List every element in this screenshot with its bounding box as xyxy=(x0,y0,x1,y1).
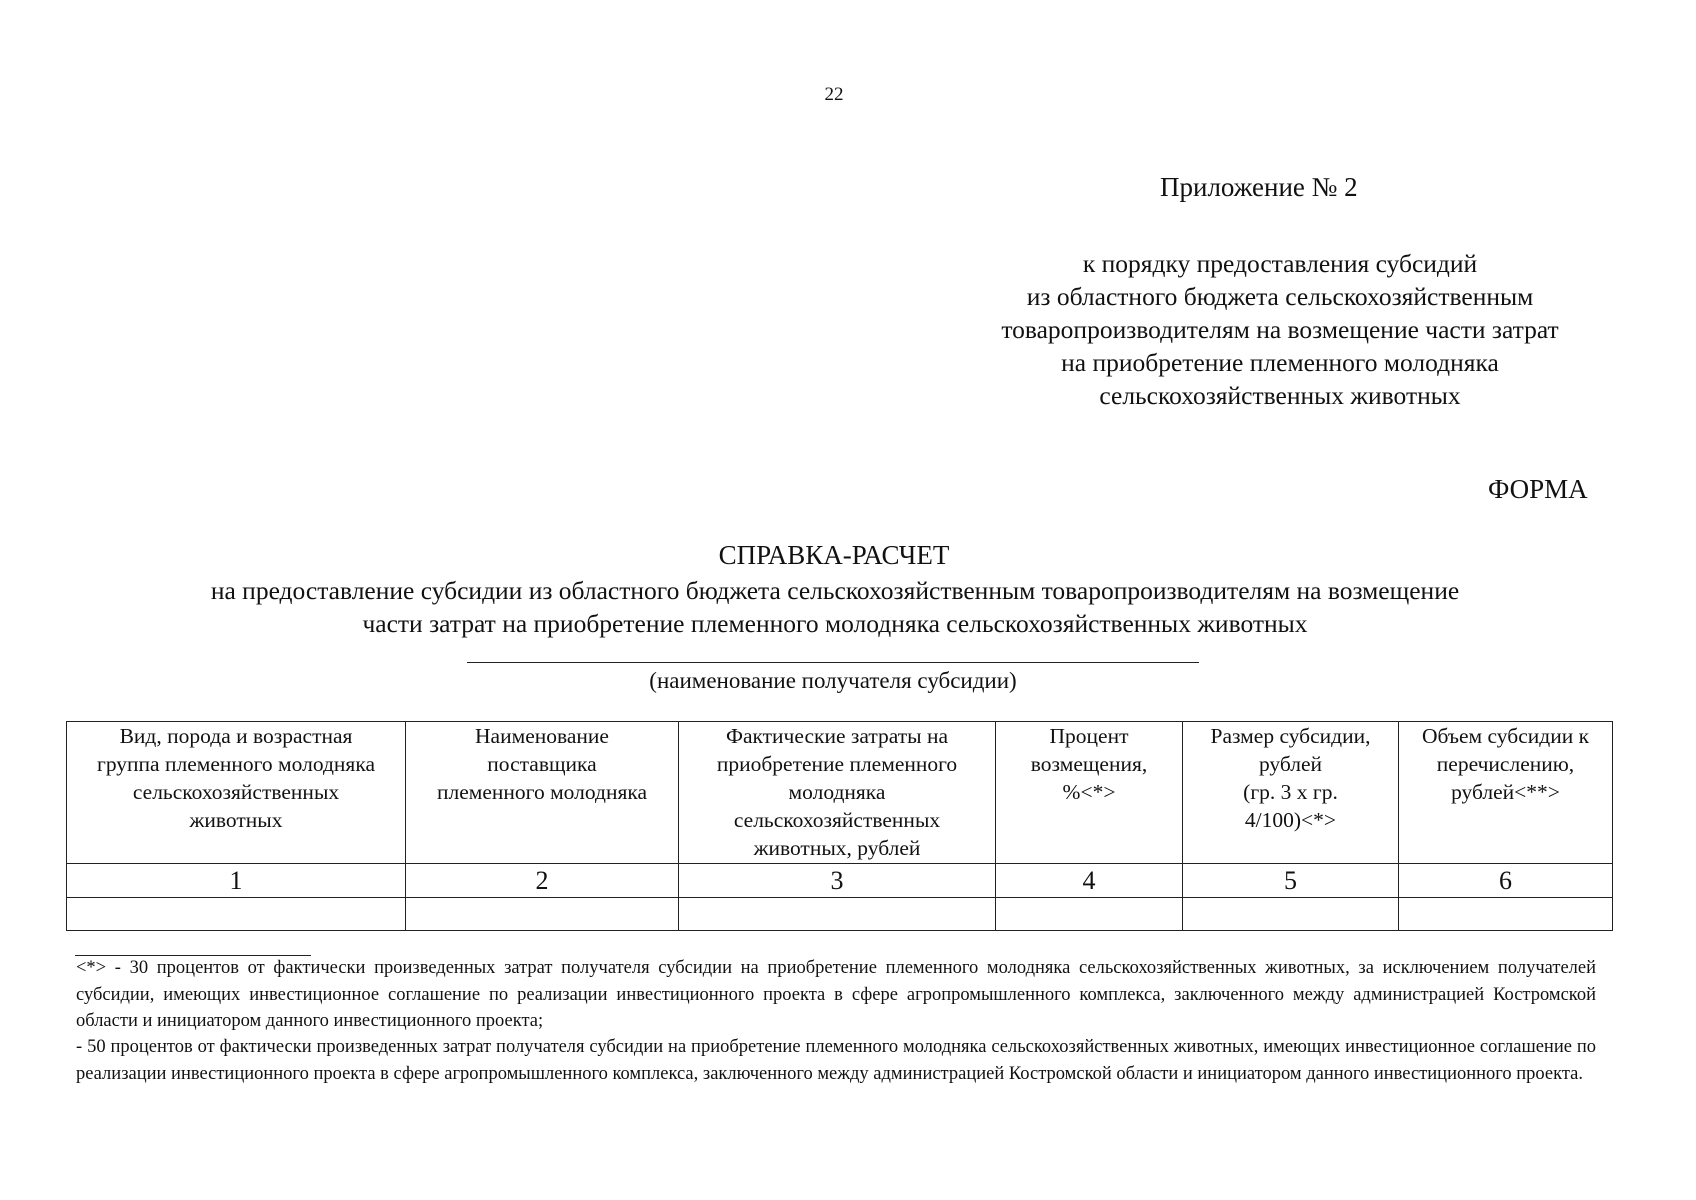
table-cell xyxy=(1399,898,1613,931)
header-line: молодняка xyxy=(788,780,886,804)
column-number: 2 xyxy=(406,864,679,898)
table-cell xyxy=(406,898,679,931)
column-number-row xyxy=(67,864,1613,898)
document-subtitle xyxy=(120,574,1550,640)
header-line: Процент xyxy=(1049,724,1129,748)
header-line: приобретение племенного xyxy=(716,752,958,776)
page-number: 22 xyxy=(824,84,844,105)
header-line: животных xyxy=(189,808,283,832)
table-row xyxy=(67,898,1613,931)
header-line: группа племенного молодняка xyxy=(97,752,375,776)
header-animal-type xyxy=(67,722,406,864)
header-line: %<*> xyxy=(1062,780,1116,804)
column-number: 4 xyxy=(996,864,1183,898)
header-line: сельскохозяйственных xyxy=(132,780,340,804)
header-line: возмещения, xyxy=(1030,752,1148,776)
document-title: СПРАВКА-РАСЧЕТ xyxy=(718,540,950,570)
header-line: перечислению, xyxy=(1436,752,1575,776)
recipient-name-line xyxy=(467,662,1199,663)
header-line: Объем субсидии к xyxy=(1421,724,1590,748)
column-number: 3 xyxy=(679,864,996,898)
header-reimbursement-percent xyxy=(996,722,1183,864)
document-subtitle-line: части затрат на приобретение племенного молодняка сельскохозяйственных животных xyxy=(362,609,1308,638)
header-line: поставщика xyxy=(487,752,597,776)
header-subsidy-amount xyxy=(1183,722,1399,864)
footnote: - 50 процентов от фактически произведенных затрат получателя субсидии на приобретение племенного молодняка сельскохозяйственных животных, имеющих инвестиционное соглашение по реализации инвестиционного проекта в сфере агропромышленного комплекса, заключенного между администрацией Костромской области и инициатором данного инвестиционного проекта. xyxy=(76,1037,1596,1084)
table-cell xyxy=(1183,898,1399,931)
header-supplier xyxy=(406,722,679,864)
header-line: сельскохозяйственных xyxy=(733,808,941,832)
header-actual-costs xyxy=(679,722,996,864)
header-line: Размер субсидии, xyxy=(1210,724,1371,748)
header-line: Наименование xyxy=(475,724,609,748)
column-number: 1 xyxy=(67,864,406,898)
header-line: (гр. 3 х гр. xyxy=(1243,780,1338,804)
header-transfer-volume xyxy=(1399,722,1613,864)
header-line: рублей xyxy=(1258,752,1323,776)
appendix-title: Приложение № 2 xyxy=(1160,172,1358,202)
document-subtitle-line: на предоставление субсидии из областного бюджета сельскохозяйственным товаропроизводителям на возмещение xyxy=(210,576,1460,605)
appendix-description xyxy=(930,247,1630,412)
header-line: Фактические затраты на xyxy=(725,724,949,748)
appendix-description-line: на приобретение племенного молодняка xyxy=(1061,348,1499,377)
table-header-row xyxy=(67,722,1613,864)
appendix-description-line: сельскохозяйственных животных xyxy=(1099,381,1461,410)
table-cell xyxy=(996,898,1183,931)
table-cell xyxy=(679,898,996,931)
header-line: племенного молодняка xyxy=(436,780,648,804)
appendix-description-line: из областного бюджета сельскохозяйственным xyxy=(1026,282,1534,311)
recipient-caption: (наименование получателя субсидии) xyxy=(649,668,1017,693)
header-line: 4/100)<*> xyxy=(1244,808,1337,832)
column-number: 5 xyxy=(1183,864,1399,898)
header-line: рублей<**> xyxy=(1451,780,1560,804)
appendix-description-line: к порядку предоставления субсидий xyxy=(1082,249,1478,278)
table-cell xyxy=(67,898,406,931)
column-number: 6 xyxy=(1399,864,1613,898)
header-line: Вид, порода и возрастная xyxy=(119,724,353,748)
header-line: животных, рублей xyxy=(753,836,921,860)
appendix-description-line: товаропроизводителям на возмещение части затрат xyxy=(1001,315,1559,344)
form-label: ФОРМА xyxy=(1488,474,1588,504)
calculation-table xyxy=(66,721,1613,931)
footnote: <*> - 30 процентов от фактически произведенных затрат получателя субсидии на приобретение племенного молодняка сельскохозяйственных животных, за исключением получателей субсидии, имеющих инвестиционное соглашение по реализации инвестиционного проекта в сфере агропромышленного комплекса, заключенного между администрацией Костромской области и инициатором данного инвестиционного проекта; xyxy=(76,958,1596,1031)
